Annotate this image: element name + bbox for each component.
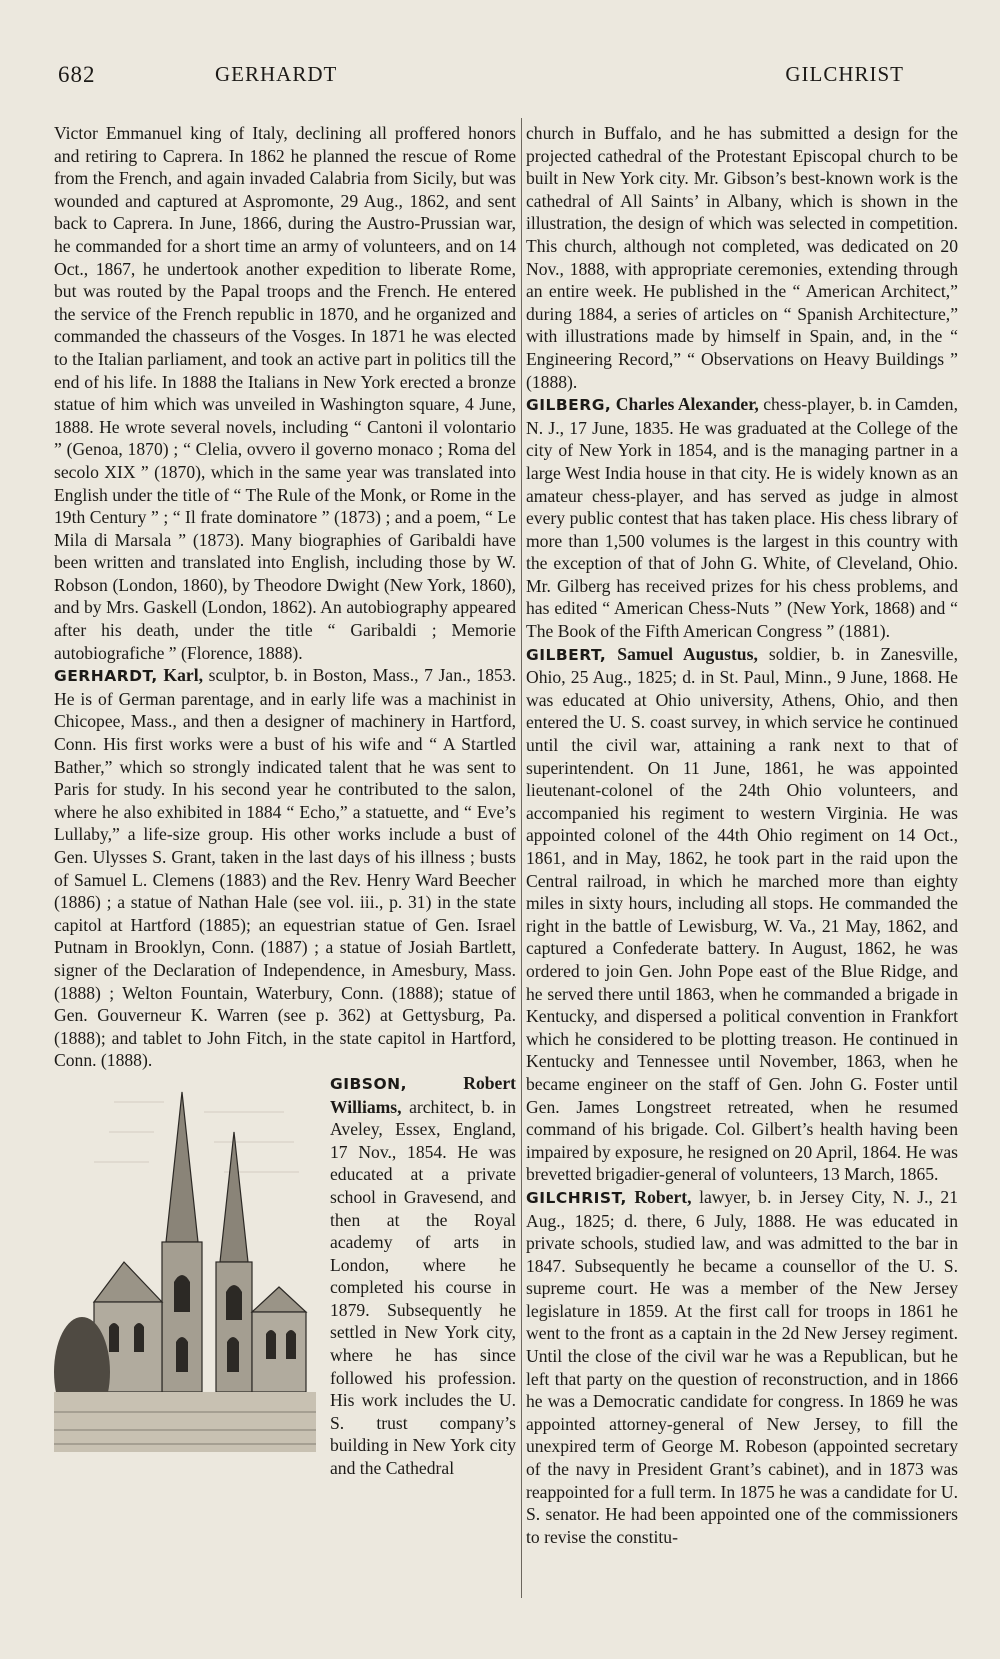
left-column xyxy=(54,122,516,1607)
entry-surname: GILBERG, xyxy=(526,396,612,415)
running-head-right: GILCHRIST xyxy=(785,62,904,86)
entry-gerhardt xyxy=(54,664,516,1072)
entry-text: architect, b. in Aveley, Essex, England, 17 Nov., 1854. He was educated at a private school in Gravesend, and then at the Royal academy of arts in London, where he completed his course in 1879. Subsequently he settled in New York city, where he has since followed his profession. His work includes the U. S. trust company’s building in New York city and the Cathedral xyxy=(330,1096,516,1479)
entry-text: lawyer, b. in Jersey City, N. J., 21 Aug., 1825; d. there, 6 July, 1888. He was educated in private schools, studied law, and was admitted to the bar in 1847. Subsequently he became a counsellor of the U. S. supreme court. He was a member of the New Jersey legislature in 1859. At the first call for troops in 1861 he went to the front as a captain in the 2d New Jersey regiment. Until the close of the civil war he was a Republican, but he left that party on the question of reconstruction, and in 1866 he was a Democratic candidate for congress. In 1869 he was appointed attorney-general of New Jersey, to fill the unexpired term of George M. Robeson (appointed secretary of the navy in President Grant’s cabinet), and in 1873 was reappointed for a full term. In 1875 he was a candidate for U. S. senator. He had been appointed one of the commissioners to revise the constitu- xyxy=(526,1186,958,1547)
entry-given-name: Charles Alexander, xyxy=(615,394,759,415)
entry-text: soldier, b. in Zanesville, Ohio, 25 Aug., 1825; d. in St. Paul, Minn., 9 June, 1868. He was educated at Ohio university, Athens, Ohio, and then entered the U. S. coast survey, in which service he continued until the civil war, attaining a rank next to that of superintendent. On 11 June, 1861, he was appointed lieutenant-colonel of the 24th Ohio volunteers, and accompanied his regiment to western Virginia. He was appointed colonel of the 44th Ohio regiment on 14 Oct., 1861, and in May, 1862, he took part in the raid upon the Central railroad, in which he marched more than eighty miles in sixty hours, including all stops. He commanded the right in the battle of Lewisburg, W. Va., 21 May, 1862, and captured a Confederate battery. In August, 1862, he was ordered to join Gen. John Pope east of the Blue Ridge, and he served there until 1863, when he commanded a brigade in Kentucky, and dispersed a political convention in Frankfort which he considered to be plotting treason. He continued in Kentucky and Tennessee until November, 1863, when he became engineer on the staff of Gen. John G. Foster until Gen. James Longstreet retreated, when he resumed command of his brigade. Col. Gilbert’s health having been impaired by exposure, he resigned on 20 April, 1864. He was brevetted brigadier-general of volunteers, 13 March, 1865. xyxy=(526,643,958,1185)
column-divider xyxy=(521,118,522,1598)
page-number: 682 xyxy=(58,62,96,87)
entry-gilbert xyxy=(526,643,958,1186)
entry-given-name: Robert, xyxy=(634,1186,692,1207)
entry-text: sculptor, b. in Boston, Mass., 7 Jan., 1853. He is of German parentage, and in early life was a machinist in Chicopee, Mass., and then a designer of machinery in Hartford, Conn. His first works were a bust of his wife and “ A Startled Bather,” which so strongly indicated talent that he was sent to Paris for study. In his second year he contributed to the salon, where he also exhibited in 1884 “ Echo,” a statuette, and “ Eve’s Lullaby,” a life-size group. His other works include a bust of Gen. Ulysses S. Grant, taken in the last days of his illness ; busts of Samuel L. Clemens (1883) and the Rev. Henry Ward Beecher (1886) ; a statue of Nathan Hale (see vol. iii., p. 31) in the state capitol at Hartford (1885); an equestrian statue of Gen. Israel Putnam in Brooklyn, Conn. (1887) ; a statue of Josiah Bartlett, signer of the Declaration of Independence, in Amesbury, Mass. (1888) ; Welton Fountain, Waterbury, Conn. (1888); statue of Gen. Gouverneur K. Warren (see p. 362) at Gettysburg, Pa. (1888); and tablet to John Fitch, in the state capitol in Hartford, Conn. (1888). xyxy=(54,665,516,1071)
right-column xyxy=(526,122,958,1607)
gibson-continuation: church in Buffalo, and he has submitted a design for the projected cathedral of the Protestant Episcopal church to be built in New York city. Mr. Gibson’s best-known work is the cathedral of All Saints’ in Albany, which is shown in the illustration, the design of which was selected in competition. This church, although not completed, was dedicated on 20 Nov., 1888, with appropriate ceremonies, extending through an entire week. He published in the “ American Architect,” during 1884, a series of articles on “ Spanish Architecture,” with illustrations made by himself in Spain, and, in the “ Engineering Record,” “ Observations on Heavy Buildings ” (1888). xyxy=(526,123,958,392)
entry-surname: GILCHRIST, xyxy=(526,1188,627,1207)
running-header xyxy=(58,62,942,92)
entry-gilchrist xyxy=(526,1186,958,1549)
cathedral-engraving-icon xyxy=(54,1072,316,1480)
entry-surname: GILBERT, xyxy=(526,645,607,664)
entry-given-name: Robert Williams, xyxy=(330,1072,516,1117)
entry-text: chess-player, b. in Camden, N. J., 17 June, 1835. He was graduated at the College of the city of New York in 1854, and is the managing partner in a large West India house in that city. He is widely known as an amateur chess-player, and has served as judge in almost every public contest that has taken place. His chess library of more than 1,500 volumes is the largest in this country with the exception of that of John G. White, of Cleveland, Ohio. Mr. Gilberg has received prizes for his chess problems, and has edited “ American Chess-Nuts ” (New York, 1868) and “ The Book of the Fifth American Congress ” (1881). xyxy=(526,394,958,642)
entry-gilberg xyxy=(526,393,958,643)
entry-surname: GIBSON, xyxy=(330,1074,408,1093)
entry-given-name: Samuel Augustus, xyxy=(617,643,758,664)
garibaldi-continuation: Victor Emmanuel king of Italy, declining all proffered honors and retiring to Caprera. In 1862 he planned the rescue of Rome from the French, and again invaded Calabria from Sicily, but was wounded and captured at Aspromonte, 29 Aug., 1862, and sent back to Caprera. In June, 1866, during the Austro-Prussian war, he commanded for a short time an army of volunteers, and on 14 Oct., 1867, he undertook another expedition to liberate Rome, but was routed by the Papal troops and the French. He entered the service of the French republic in 1870, and he organized and commanded the chasseurs of the Vosges. In 1871 he was elected to the Italian parliament, and took an active part in politics till the end of his life. In 1888 the Italians in New York erected a bronze statue of him which was unveiled in Washington square, 4 June, 1888. He wrote several novels, including “ Cantoni il volontario ” (Genoa, 1870) ; “ Clelia, ovvero il governo monaco ; Roma del secolo XIX ” (1870), which in the same year was translated into English under the title of “ The Rule of the Monk, or Rome in the 19th Century ” ; “ Il frate dominatore ” (1873) ; and a poem, “ Le Mila di Marsala ” (1873). Many biographies of Garibaldi have been written and translated into English, including those by W. Robson (London, 1860), by Theodore Dwight (New York, 1860), and by Mrs. Gaskell (London, 1862). An autobiography appeared after his death, under the title “ Garibaldi ; Memorie autobiografiche ” (Florence, 1888). xyxy=(54,123,516,663)
entry-given-name: Karl, xyxy=(163,665,203,686)
entry-surname: GERHARDT, xyxy=(54,667,158,686)
running-head-left: GERHARDT xyxy=(215,62,338,86)
